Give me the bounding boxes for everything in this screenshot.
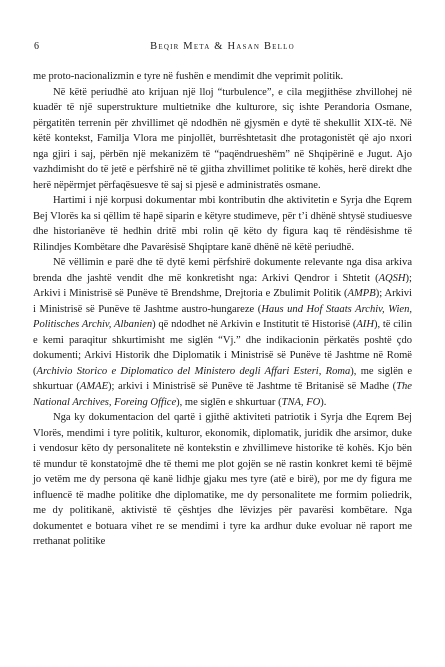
running-head: Beqir Meta & Hasan Bello — [150, 41, 295, 52]
text-run: Në vëllimin e parë dhe të dytë kemi përfshirë dokumente relevante nga disa arkiva brenda dhe jashtë vendit dhe më konkretisht nga: Arkivi Qendror i Shtetit ( — [33, 257, 412, 284]
paragraph — [33, 85, 412, 194]
italic-text: AMAE — [79, 381, 109, 392]
text-run: ). — [320, 396, 327, 408]
text-run: me proto-nacionalizmin e tyre në fushën e mendimit dhe veprimit politik. — [33, 71, 344, 82]
text-run: ); Arkivi i Ministrisë së Punëve të Brendshme, Drejtoria e Zbulimit Politik ( — [33, 272, 412, 299]
italic-text: The National Archives, Foreing Office — [33, 381, 412, 408]
text-run: Në këtë periudhë ato krijuan një lloj “turbulence”, e cila megjithëse zhvillohej në kuadër të një superstrukture multietnike dhe kulturore, siç ishte Perandoria Osmane, përgatitën terrenin për zhvillimet që ndodhën në gjysmën e dytë të shekullit XIX-të. Në këtë kontekst, Familja Vlora me pinjollët, burrështetasit dhe protagonistët që ajo nxori nga gjiri i saj, përbën një mekanizëm të “paqëndrueshëm” në Shqipërinë e Jugut. Ajo vazhdimisht do të jetë e përfshirë në të gjitha zhvillimet politike të kohës, herë direkt dhe herë nëpërmjet përfaqësuesve të saj si pjesë e administratës osmane. — [33, 86, 412, 191]
paragraph — [33, 69, 412, 85]
text-run: ); arkivi i Ministrisë së Punëve të Jashtme të Britanisë së Madhe ( — [108, 381, 397, 392]
text-run: Hartimi i një korpusi dokumentar mbi kontributin dhe aktivitetin e Syrja dhe Eqrem Bej Vlorës ka si qëllim të hapë siparin e këtyre studimeve, për t’i dhënë shtysë studiuesve dhe historianëve të hedhin dritë mbi rolin që këto dy figura kaq të rëndësishme të Rilindjes Kombëtare dhe Pavarësisë Shqiptare kanë dhënë në këtë periudhë. — [33, 195, 412, 253]
text-run: ), me siglën e shkurtuar ( — [176, 396, 282, 408]
italic-text: Archivio Storico e Diplomatico del Ministero degli Affari Esteri, Roma — [36, 365, 351, 377]
italic-text: AMPB — [347, 288, 376, 299]
text-run: Nga ky dokumentacion del qartë i gjithë aktiviteti patriotik i Syrja dhe Eqrem Bej Vlorës, mendimi i tyre politik, kulturor, ekonomik, diplomatik, juridik dhe arsimor, duke i vendosur këto dy personalitete në kontekstin e zhvillimeve historike të kohës. Kjo bën të mundur të konstatojmë dhe të themi me plot gojën se në rastin konkret kemi të bëjmë jo vetëm me dy persona që kanë lidhje gjaku mes tyre (atë e birë), por me dy figura me influencë të madhe politike dhe diplomatike, me dy personalitete me formim poliedrik, me dy politikanë, aktivistë të çështjes dhe lëvizjes për pavarësi kombëtare. Nga dokumentet e botuara vihet re se mendimi i tyre ka ardhur duke evoluar në raport me rrethanat politike — [33, 412, 412, 547]
text-run: ), me siglën e shkurtuar ( — [33, 365, 413, 392]
paragraph — [33, 193, 412, 255]
paragraph — [33, 255, 412, 410]
italic-text: AIH — [356, 319, 374, 330]
text-run: ), të cilin e kemi paraqitur shkurtimisht me siglën “Vj.” dhe indikacionin përkatës poshtë çdo dokumenti; Arkivi Historik dhe Diplomatik i Ministrisë së Punëve të Jashtme në Romë ( — [33, 319, 412, 377]
italic-text: Haus und Hof Staats Archiv, Wien, Politisches Archiv, Albanien — [33, 303, 413, 330]
body-text — [33, 69, 412, 550]
text-run: ) që ndodhet në Arkivin e Institutit të Historisë ( — [152, 319, 357, 330]
italic-text: AQSH — [378, 272, 406, 284]
paragraph — [33, 410, 412, 550]
text-run: ); Arkivi i Ministrisë së Punëve të Jashtme austro-hungareze ( — [33, 288, 412, 315]
page-number: 6 — [34, 41, 39, 52]
page-header — [33, 41, 412, 55]
italic-text: TNA, FO — [281, 396, 321, 408]
